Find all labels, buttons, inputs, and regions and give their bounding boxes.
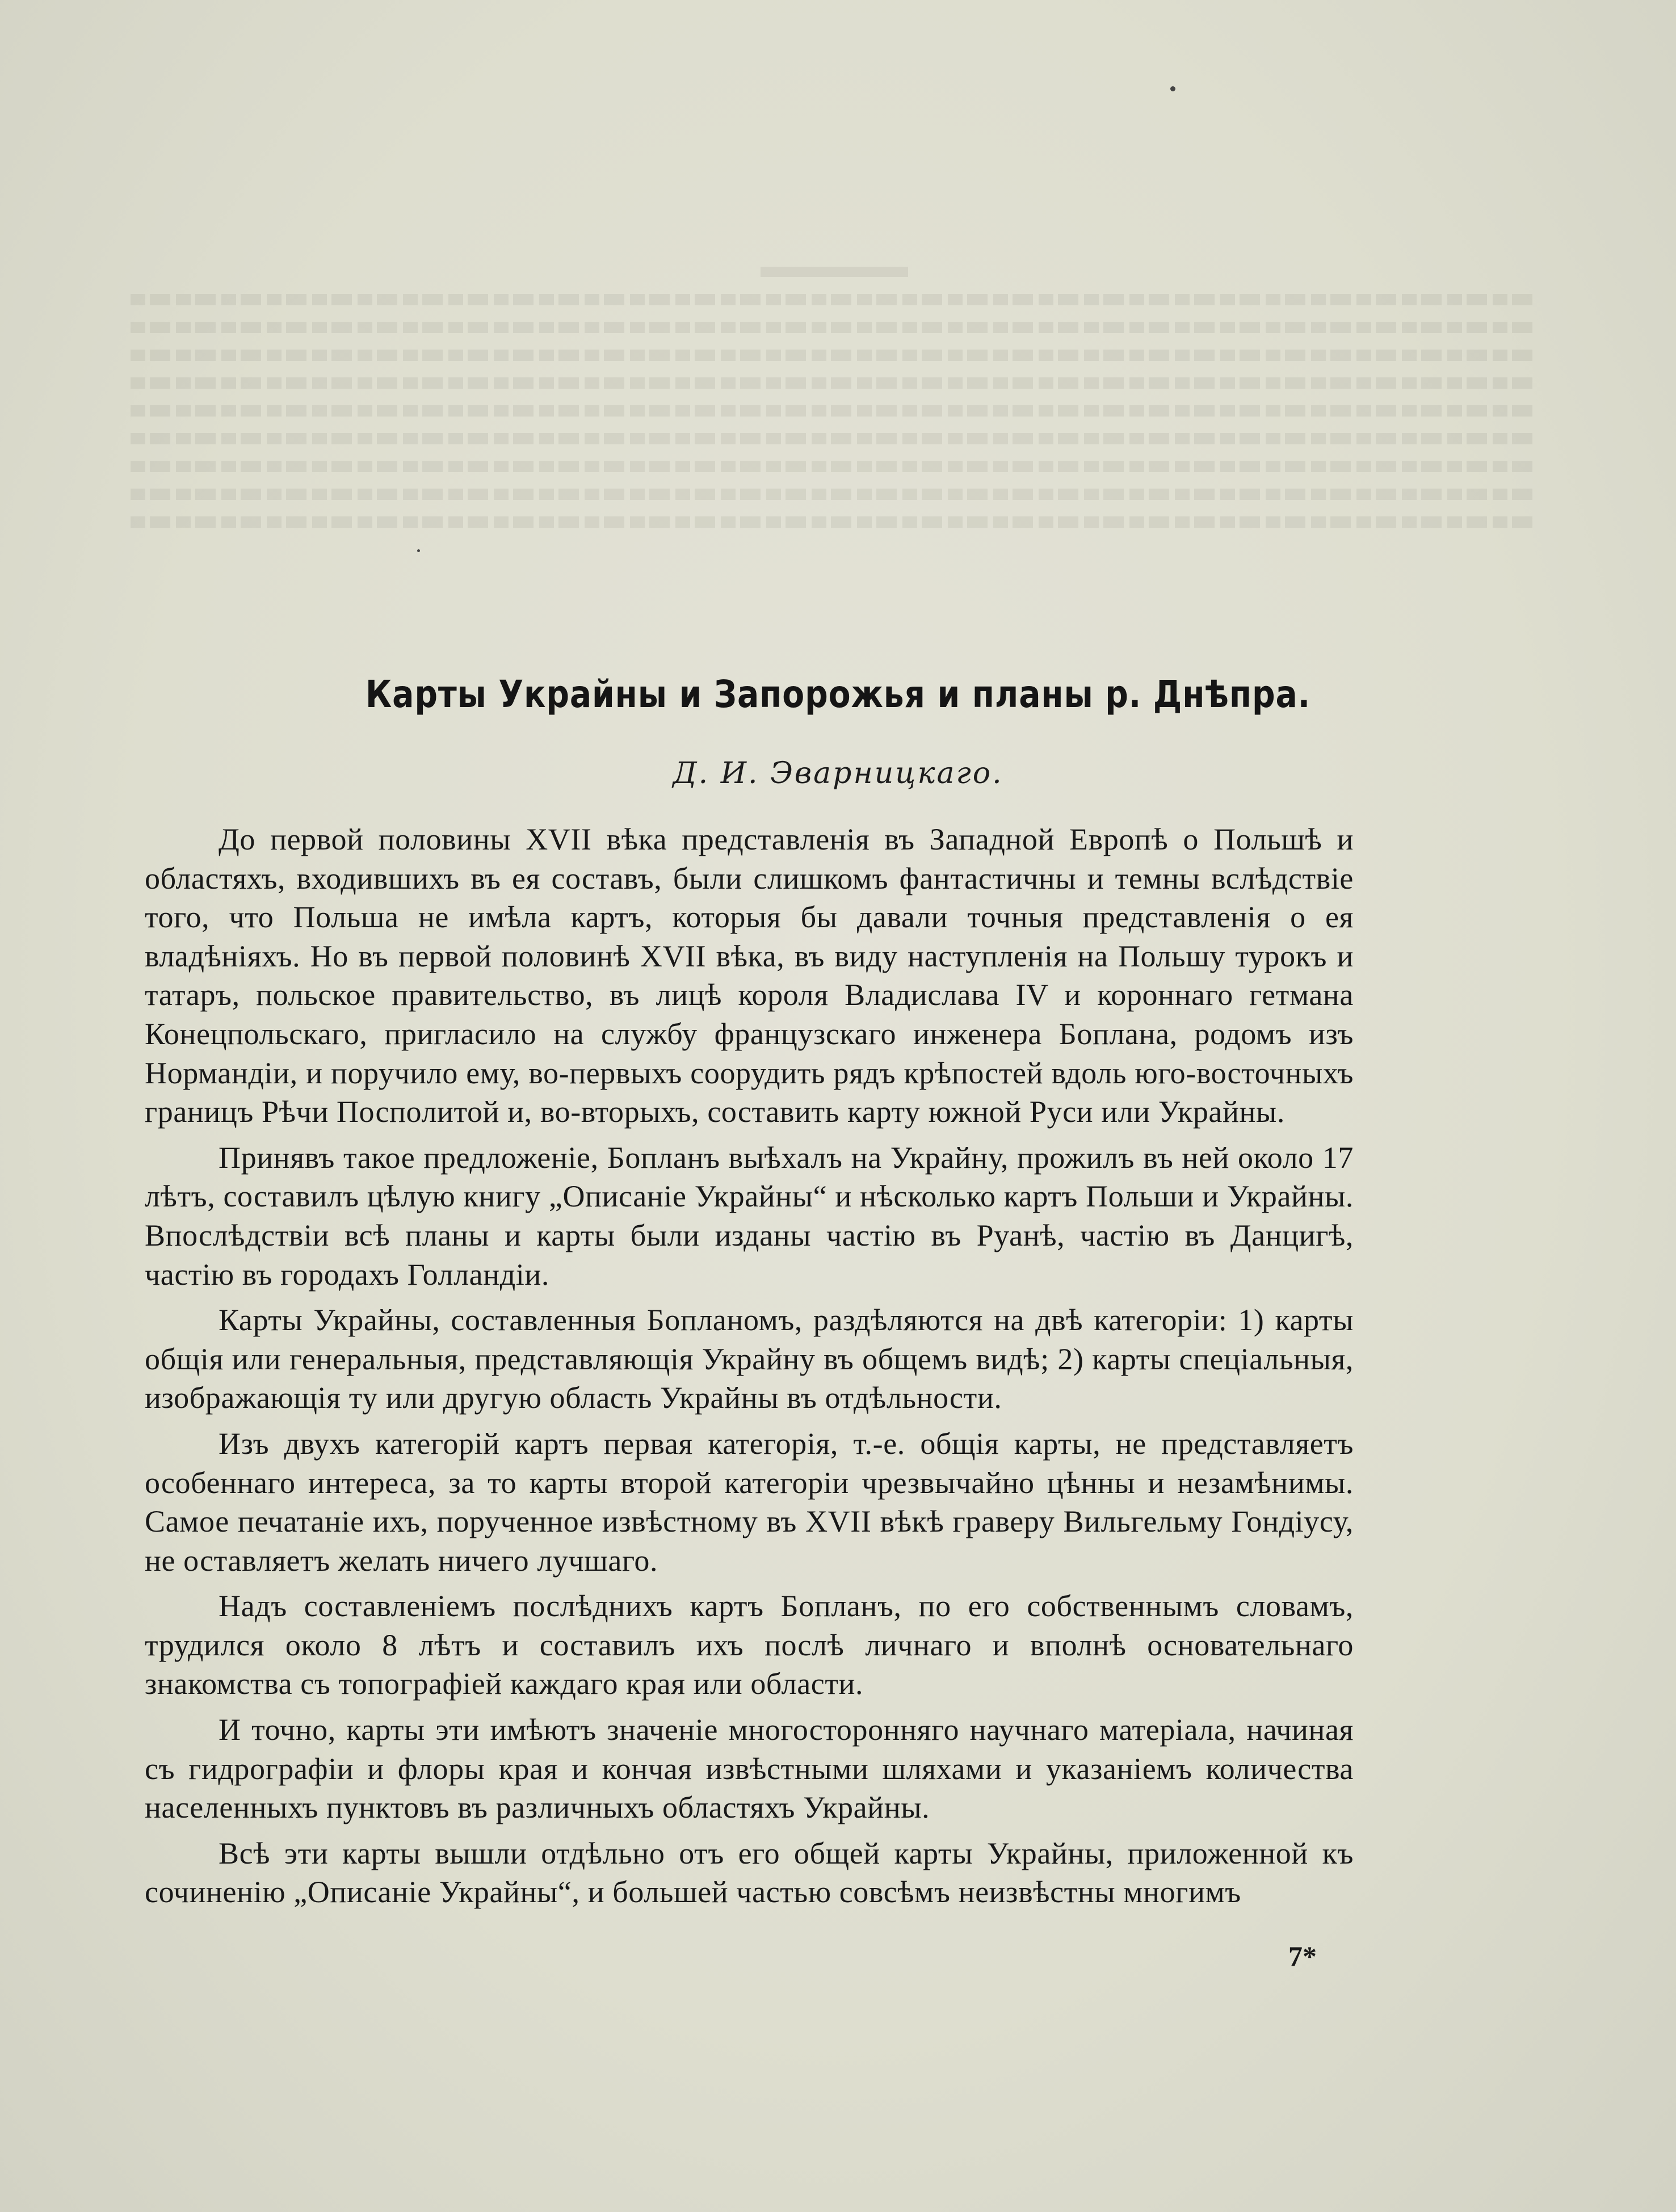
document-author: Д. И. Эварницкаго. — [673, 756, 1003, 790]
paragraph: И точно, карты эти имѣютъ значеніе многосторонняго научнаго матеріала, начиная съ гидрографіи и флоры края и кончая извѣстными шляхами и указаніемъ количества населенныхъ пунктовъ въ различныхъ областяхъ Украйны. — [145, 1713, 1354, 1825]
paragraph: Карты Украйны, составленныя Бопланомъ, раздѣляются на двѣ категоріи: 1) карты общія или генеральныя, представляющія Украйну въ общемъ видѣ; 2) карты спеціальныя, изображающія ту или другую область Украйны въ отдѣльности. — [145, 1303, 1354, 1415]
ink-speck — [1170, 86, 1175, 91]
paragraph: Всѣ эти карты вышли отдѣльно отъ его общей карты Украйны, приложенной къ сочиненію „Описаніе Украйны“, и большей частью совсѣмъ неизвѣстны многимъ — [145, 1836, 1354, 1910]
page-number: 7* — [1288, 1940, 1317, 1972]
paragraph: Изъ двухъ категорій картъ первая категорія, т.-е. общія карты, не представляетъ особеннаго интереса, за то карты второй категоріи чрезвычайно цѣнны и незамѣнимы. Самое печатаніе ихъ, порученное извѣстному въ XVII вѣкѣ граверу Вильгельму Гондіусу, не оставляетъ желать ничего лучшаго. — [145, 1426, 1354, 1578]
ink-speck — [417, 549, 420, 552]
paragraph: До первой половины XVII вѣка представленія въ Западной Европѣ о Польшѣ и областяхъ, входившихъ въ ея составъ, были слишкомъ фантастичны и темны вслѣдствіе того, что Польша не имѣла картъ, которыя бы давали точныя представленія о ея владѣніяхъ. Но въ первой половинѣ XVII вѣка, въ виду наступленія на Польшу турокъ и татаръ, польское правительство, въ лицѣ короля Владислава IV и короннаго гетмана Конецпольскаго, пригласило на службу французскаго инженера Боплана, родомъ изъ Нормандіи, и поручило ему, во-первыхъ соорудить рядъ крѣпостей вдоль юго-восточныхъ границъ Рѣчи Посполитой и, во-вторыхъ, составить карту южной Руси или Украйны. — [145, 822, 1354, 1129]
paragraph: Принявъ такое предложеніе, Бопланъ выѣхалъ на Украйну, прожилъ въ ней около 17 лѣтъ, составилъ цѣлую книгу „Описаніе Украйны“ и нѣсколько картъ Польши и Украйны. Впослѣдствіи всѣ планы и карты были изданы частію въ Руанѣ, частію въ Данцигѣ, частію въ городахъ Голландіи. — [145, 1140, 1354, 1292]
document-body — [145, 820, 1354, 1912]
paragraph: Надъ составленіемъ послѣднихъ картъ Бопланъ, по его собственнымъ словамъ, трудился около 8 лѣтъ и составилъ ихъ послѣ личнаго и вполнѣ основательнаго знакомства съ топографіей каждаго края или области. — [145, 1589, 1354, 1701]
bleed-through-text — [131, 267, 1538, 675]
document-title: Карты Украйны и Запорожья и планы р. Днѣпра. — [365, 672, 1311, 716]
